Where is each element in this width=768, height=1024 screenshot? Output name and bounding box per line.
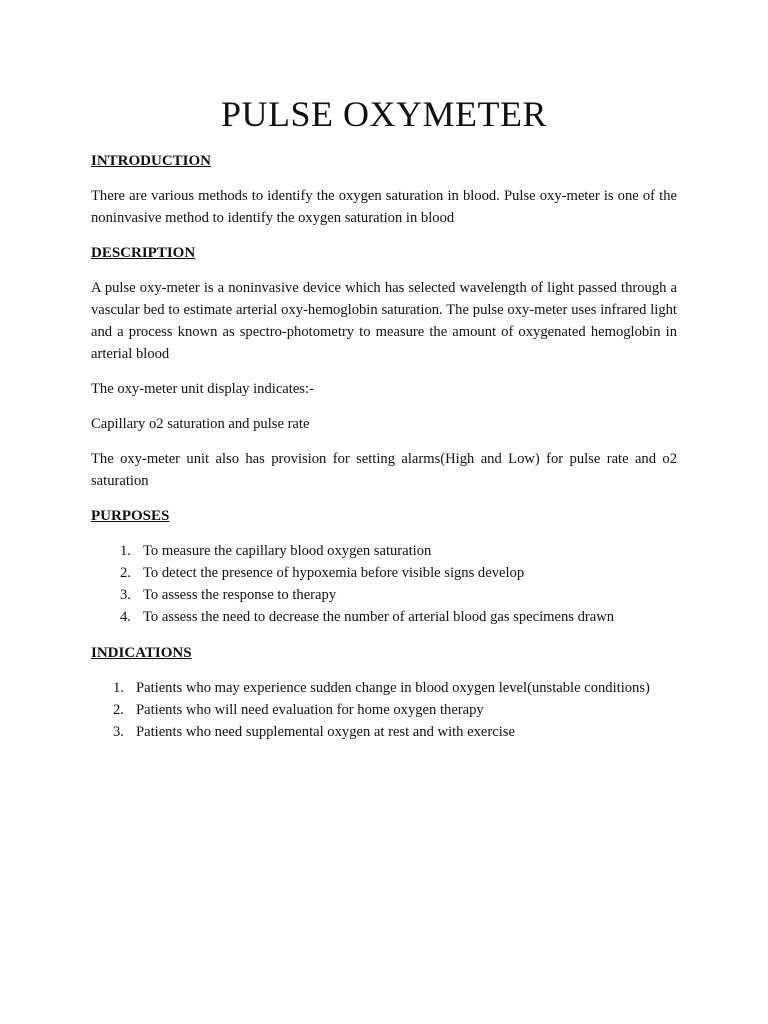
capillary-saturation-text: Capillary o2 saturation and pulse rate xyxy=(91,416,310,432)
list-item xyxy=(91,699,677,721)
document-body xyxy=(91,150,677,757)
list-number: 2. xyxy=(120,565,131,581)
list-number: 1. xyxy=(113,680,124,696)
list-number: 3. xyxy=(120,587,131,603)
list-item xyxy=(91,677,677,699)
list-item-text: To assess the need to decrease the number of arterial blood gas specimens drawn xyxy=(143,609,615,625)
section-heading-purposes: PURPOSES xyxy=(91,508,170,524)
list-number: 3. xyxy=(113,724,124,740)
section-heading-indications: INDICATIONS xyxy=(91,645,192,661)
list-number: 1. xyxy=(120,543,131,559)
indications-list xyxy=(91,677,677,743)
list-item-text: To detect the presence of hypoxemia before visible signs develop xyxy=(143,565,525,581)
page-title: PULSE OXYMETER xyxy=(220,94,547,134)
list-item-text: Patients who need supplemental oxygen at rest and with exercise xyxy=(136,724,515,740)
list-item xyxy=(91,540,677,562)
list-item-text: Patients who will need evaluation for home oxygen therapy xyxy=(136,702,484,718)
list-item xyxy=(91,721,677,743)
list-item-text: To measure the capillary blood oxygen saturation xyxy=(143,543,432,559)
list-number: 4. xyxy=(120,609,131,625)
list-number: 2. xyxy=(113,702,124,718)
list-item-text: Patients who may experience sudden change in blood oxygen level(unstable conditions) xyxy=(136,680,650,696)
section-heading-introduction: INTRODUCTION xyxy=(91,153,212,169)
section-heading-description: DESCRIPTION xyxy=(91,245,196,261)
description-paragraph: A pulse oxy-meter is a noninvasive device which has selected wavelength of light passed through a vascular bed to estimate arterial oxy-hemoglobin saturation. The pulse oxy-meter uses infrared light and a process known as spectro-photometry to measure the amount of oxygenated hemoglobin in arterial blood xyxy=(91,280,677,362)
list-item-text: To assess the response to therapy xyxy=(143,587,337,603)
introduction-paragraph: There are various methods to identify the oxygen saturation in blood. Pulse oxy-meter is one of the noninvasive method to identify the oxygen saturation in blood xyxy=(91,188,677,226)
list-item xyxy=(91,606,677,628)
purposes-list xyxy=(91,540,677,628)
display-indicates-text: The oxy-meter unit display indicates:- xyxy=(91,381,314,397)
list-item xyxy=(91,584,677,606)
list-item xyxy=(91,562,677,584)
alarms-paragraph: The oxy-meter unit also has provision for setting alarms(High and Low) for pulse rate and o2 saturation xyxy=(91,451,677,489)
